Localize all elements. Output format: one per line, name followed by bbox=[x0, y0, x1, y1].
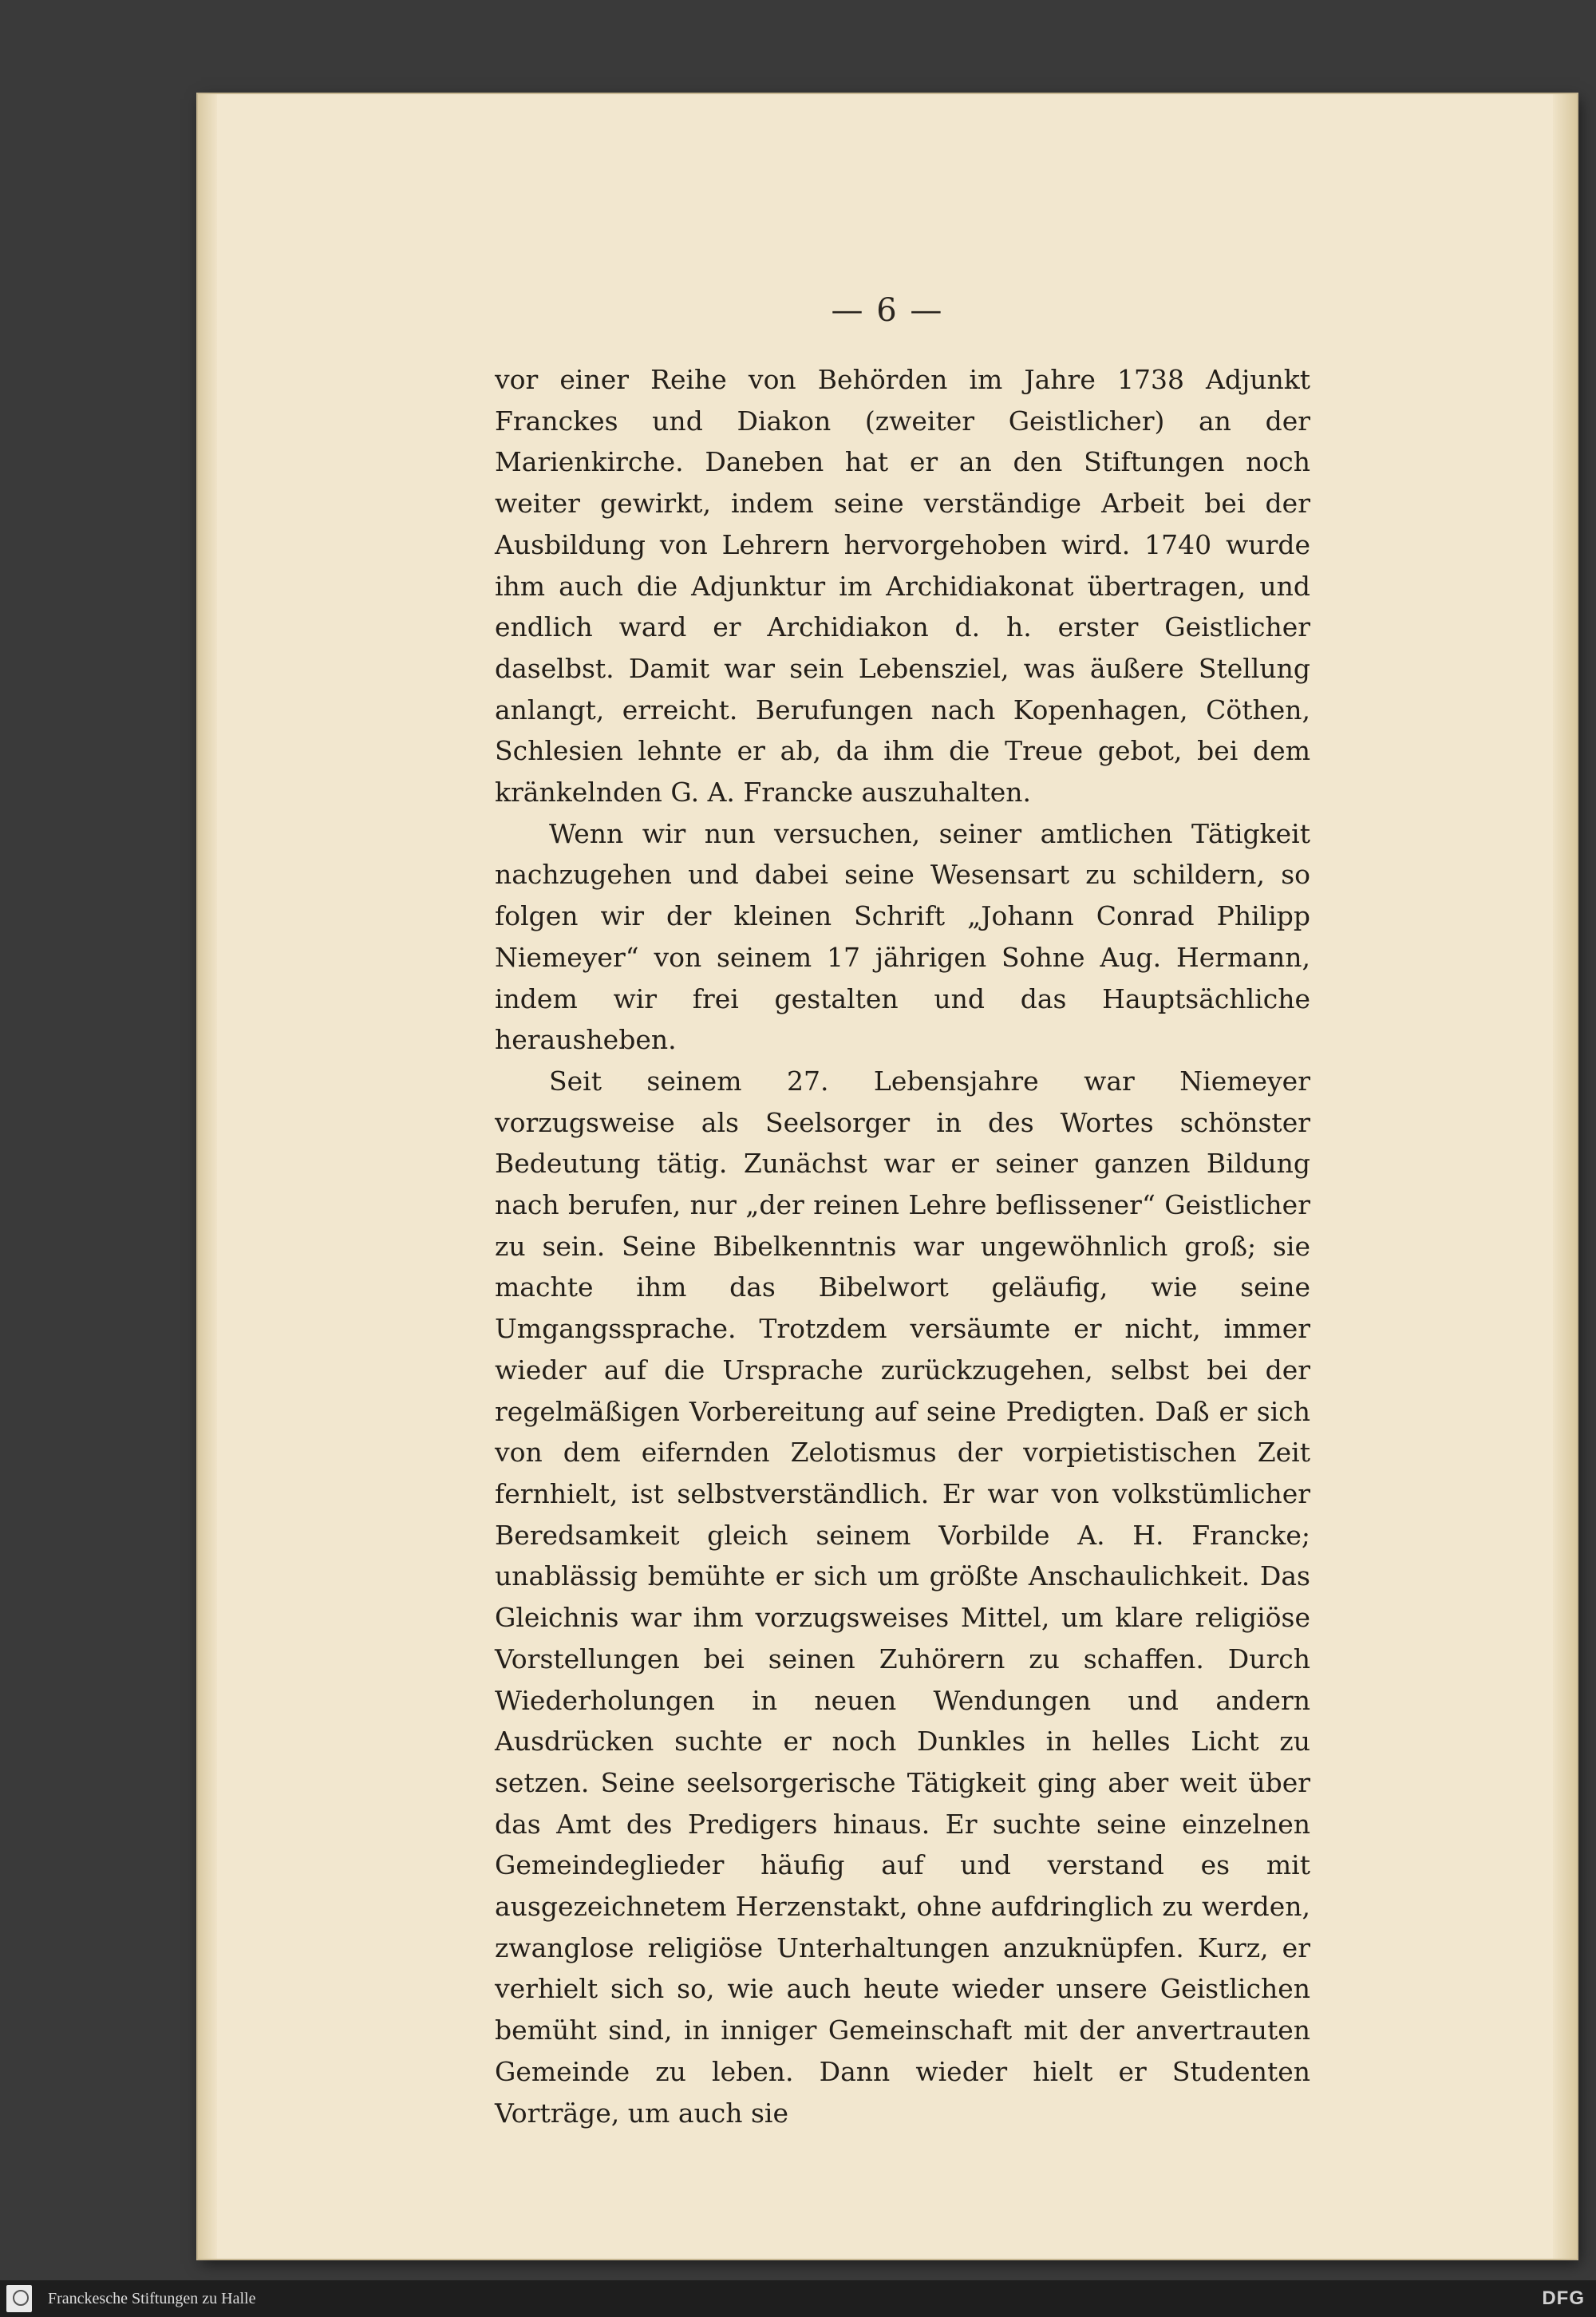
book-page bbox=[198, 94, 1577, 2259]
institution-logo-icon bbox=[6, 2285, 32, 2312]
institution-name: Franckesche Stiftungen zu Halle bbox=[48, 2290, 256, 2307]
paragraph-3: Seit seinem 27. Lebensjahre war Niemeyer vorzugsweise als Seelsorger in des Wortes schönster Bedeutung tätig. Zunächst war er seiner ganzen Bildung nach berufen, nur „der reinen Lehre beflissener“ Geistlicher zu sein. Seine Bibelkenntnis war ungewöhnlich groß; sie machte ihm das Bibelwort geläufig, wie seine Umgangssprache. Trotzdem versäumte er nicht, immer wieder auf die Ursprache zurückzugehen, selbst bei der regelmäßigen Vorbereitung auf seine Predigten. Daß er sich von dem eifernden Zelotismus der vorpietistischen Zeit fernhielt, ist selbstverständlich. Er war von volkstümlicher Beredsamkeit gleich seinem Vorbilde A. H. Francke; unablässig bemühte er sich um größte Anschaulichkeit. Das Gleichnis war ihm vorzugsweises Mittel, um klare religiöse Vorstellungen bei seinen Zuhörern zu schaffen. Durch Wiederholungen in neuen Wendungen und andern Ausdrücken suchte er noch Dunkles in helles Licht zu setzen. Seine seelsorgerische Tätigkeit ging aber weit über das Amt des Predigers hinaus. Er suchte seine einzelnen Gemeindeglieder häufig auf und verstand es mit ausgezeichnetem Herzenstakt, ohne aufdringlich zu werden, zwanglose religiöse Unterhaltungen anzuknüpfen. Kurz, er verhielt sich so, wie auch heute wieder unsere Geistlichen bemüht sind, in inniger Gemeinschaft mit der anvertrauten Gemeinde zu leben. Dann wieder hielt er Studenten Vorträge, um auch sie bbox=[495, 1065, 1310, 2129]
paragraph-1: vor einer Reihe von Behörden im Jahre 1738 Adjunkt Franckes und Diakon (zweiter Geistlicher) an der Marienkirche. Daneben hat er an den Stiftungen noch weiter gewirkt, indem seine verständige Arbeit bei der Ausbildung von Lehrern hervorgehoben wird. 1740 wurde ihm auch die Adjunktur im Archidiakonat übertragen, und endlich ward er Archidiakon d. h. erster Geistlicher daselbst. Damit war sein Lebensziel, was äußere Stellung anlangt, erreicht. Berufungen nach Kopenhagen, Cöthen, Schlesien lehnte er ab, da ihm die Treue gebot, bei dem kränkelnden G. A. Francke auszuhalten. bbox=[495, 364, 1310, 809]
viewer-footer bbox=[0, 2280, 1596, 2317]
dfg-logo: DFG bbox=[1542, 2287, 1585, 2309]
page-number: — 6 — bbox=[831, 292, 944, 329]
paragraph-2: Wenn wir nun versuchen, seiner amtlichen Tätigkeit nachzugehen und dabei seine Wesensart zu schildern, so folgen wir der kleinen Schrift „Johann Conrad Philipp Niemeyer“ von seinem 17 jährigen Sohne Aug. Hermann, indem wir frei gestalten und das Hauptsächliche herausheben. bbox=[495, 817, 1310, 1056]
body-text bbox=[495, 359, 1310, 2133]
